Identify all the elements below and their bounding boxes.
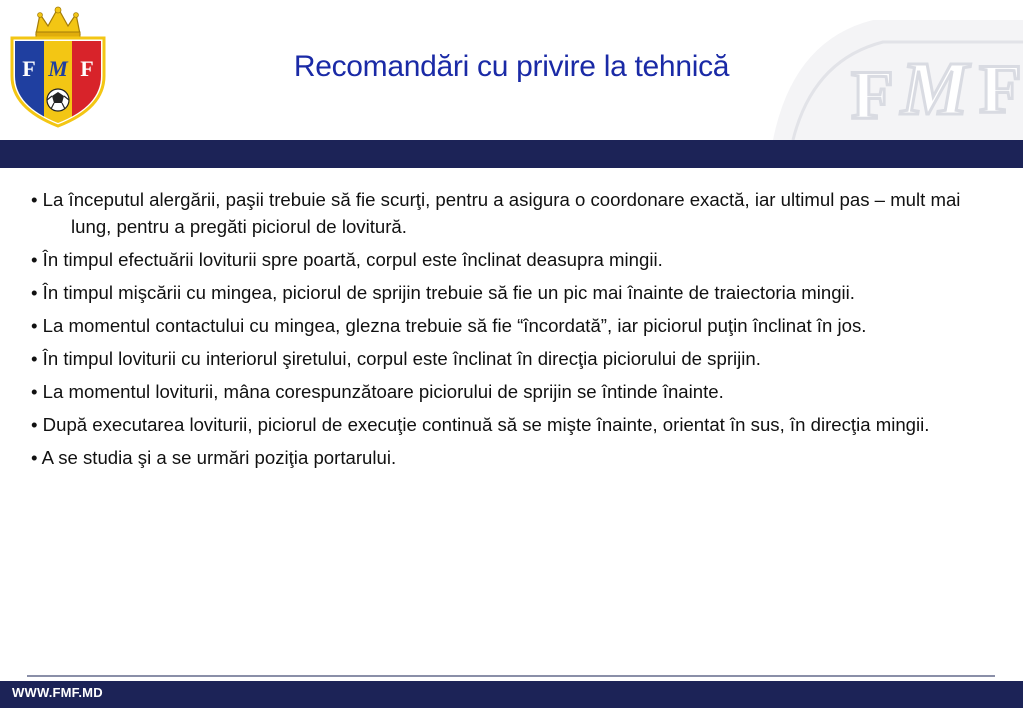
footer-url: WWW.FMF.MD [12, 685, 103, 700]
watermark-letter-m: M [901, 47, 969, 131]
bullet-list [0, 186, 1023, 471]
bullet-item: • La momentul contactului cu mingea, glezna trebuie să fie “încordată”, iar piciorul puţin înclinat în jos. [31, 315, 867, 336]
bullet-item: • În timpul loviturii cu interiorul şiretului, corpul este înclinat în direcţia piciorului de sprijin. [31, 348, 761, 369]
watermark-letter-f-left: F [851, 57, 894, 134]
footer-bar [0, 681, 1023, 708]
bullet-item: • În timpul mişcării cu mingea, piciorul de sprijin trebuie să fie un pic mai înainte de traiectoria mingii. [31, 282, 855, 303]
bullet-item: • A se studia şi a se urmări poziţia portarului. [31, 447, 397, 468]
logo-letter-f-left: F [22, 56, 36, 81]
slide-content [0, 186, 1023, 477]
bullet-item: • În timpul efectuării loviturii spre poartă, corpul este înclinat deasupra mingii. [31, 249, 663, 270]
crown-icon [36, 7, 80, 38]
logo-letter-f-right: F [80, 56, 94, 81]
watermark-letter-f-right: F [979, 51, 1022, 128]
slide-title: Recomandări cu privire la tehnică [293, 50, 730, 83]
header-bar [0, 140, 1023, 168]
slide-header [0, 0, 1023, 140]
bullet-item: • După executarea loviturii, piciorul de execuţie continuă să se mişte înainte, orientat în sus, în direcţia mingii. [31, 414, 930, 435]
bullet-item: • La începutul alergării, paşii trebuie să fie scurţi, pentru a asigura o coordonare exactă, iar ultimul pas – mult mai lung, pentru a pregăti piciorul de lovitură. [31, 189, 961, 237]
logo-letter-m: M [48, 56, 68, 81]
footer-divider [27, 675, 995, 677]
bullet-item: • La momentul loviturii, mâna corespunzătoare piciorului de sprijin se întinde înainte. [31, 381, 724, 402]
